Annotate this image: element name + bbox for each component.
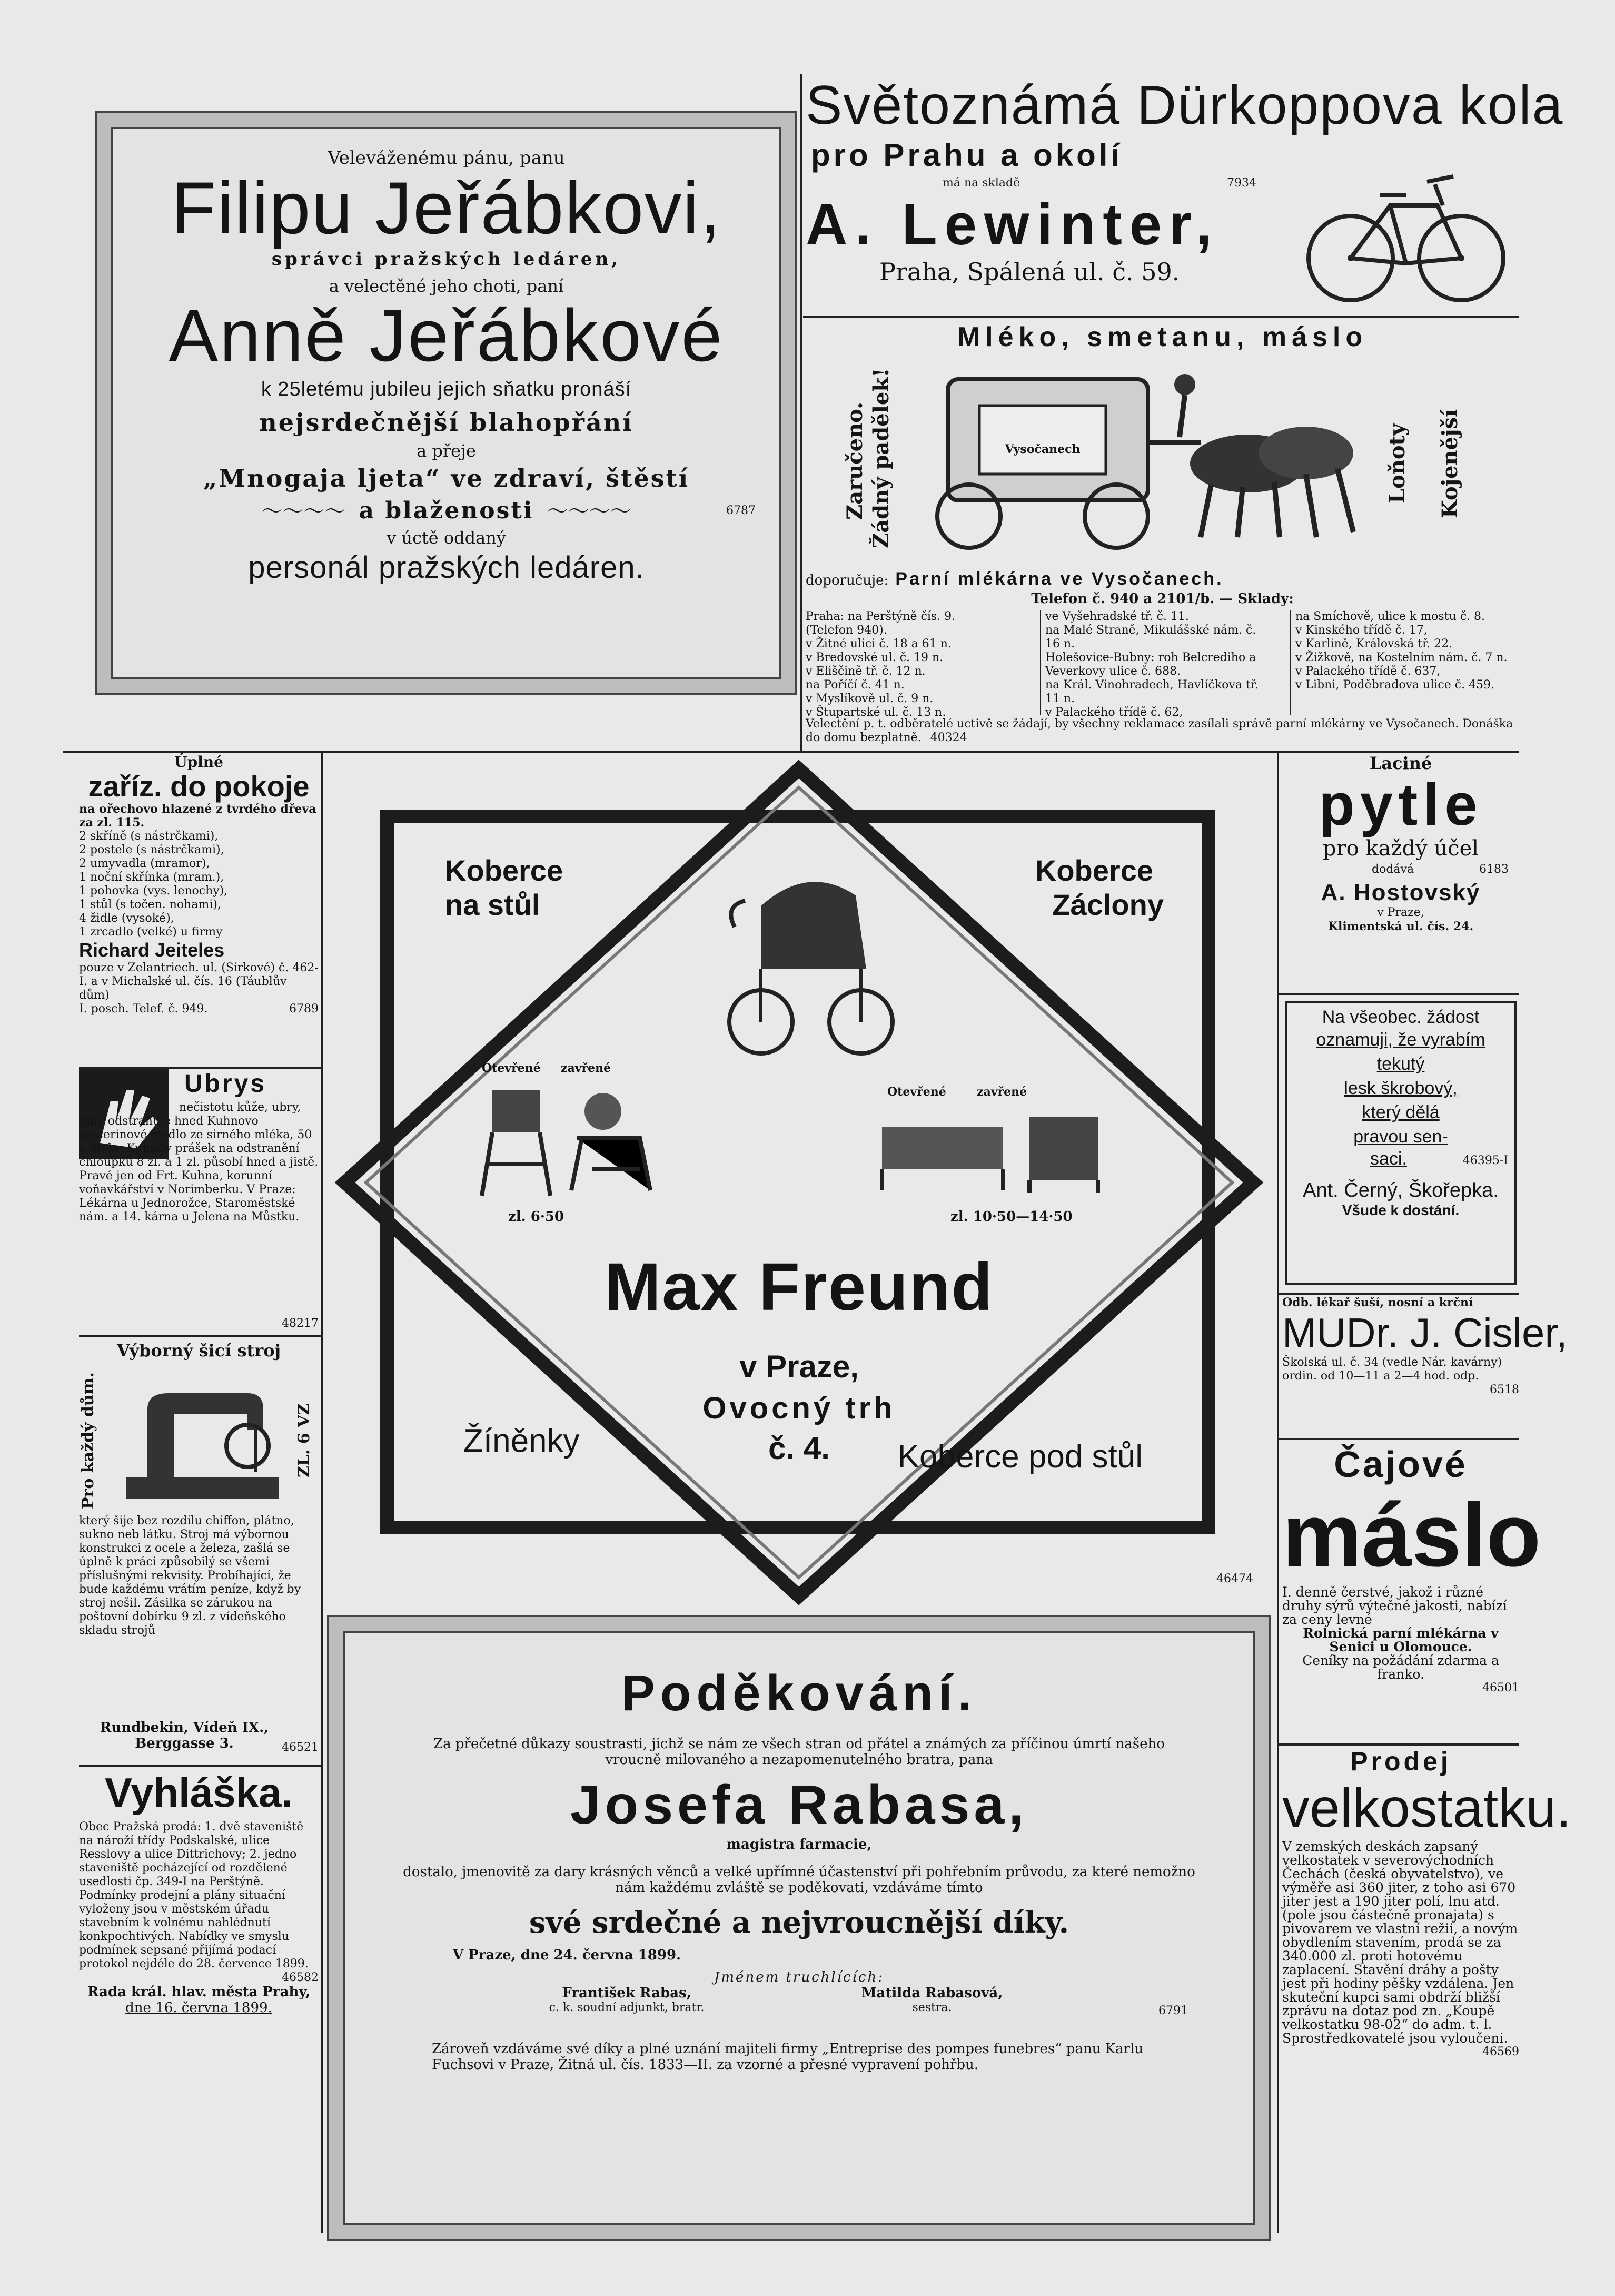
furniture-line: 2 skříně (s nástrčkami), — [79, 830, 219, 843]
freund-r-open: Otevřené — [887, 1085, 946, 1099]
maslo-tail: Ceníky na požádání zdarma a franko. — [1302, 1653, 1499, 1682]
title-spravci: správci pražských ledáren, — [271, 249, 621, 270]
milk-branch: v Štupartské ul. č. 13 n. — [806, 706, 946, 719]
thanks-m2: Matilda Rabasová, — [861, 1985, 1003, 2001]
furniture-tail: I. posch. Telef. č. 949. — [79, 1002, 208, 1016]
freund-number: 46474 — [1216, 1572, 1253, 1585]
milk-col1 — [806, 610, 1037, 720]
divider-left-1 — [79, 1067, 321, 1069]
cisler-top: Odb. lékař šuší, nosní a krční — [1282, 1296, 1473, 1309]
freund-tl-2: na stůl — [445, 888, 540, 921]
greeting-line: Veleváženému pánu, panu — [328, 147, 565, 169]
vyhlaska-number: 46582 — [282, 1971, 319, 1984]
cisler-name: MUDr. J. Cisler, — [1282, 1309, 1568, 1356]
furniture-title: zaříz. do pokoje — [88, 770, 310, 803]
divider-right-4 — [1279, 1743, 1519, 1746]
furniture-line: 1 pohovka (vys. lenochy), — [79, 884, 228, 898]
milk-right2: Kojenější — [1438, 409, 1462, 518]
maslo-firm: Rolnická parní mlékárna v Senici u Olomouce. — [1303, 1625, 1499, 1654]
cerny-line: pravou sen- — [1353, 1127, 1448, 1147]
freund-r-closed: zavřené — [977, 1085, 1027, 1099]
divider-left-2 — [79, 1335, 321, 1337]
milk-branch: v Myslíkově ul. č. 9 n. — [806, 692, 934, 705]
ad-vyhlaska — [79, 1770, 319, 2223]
sewing-vert-right: ZL. 6 VZ — [295, 1403, 313, 1478]
divider-top-horizontal — [63, 751, 1519, 753]
ad-milk — [806, 321, 1519, 748]
cerny-number: 46395-I — [1462, 1154, 1508, 1167]
furniture-firm: Richard Jeiteles — [79, 939, 225, 961]
milk-branch: na Smíchově, ulice k mostu č. 8. — [1295, 610, 1485, 623]
milk-number: 40324 — [930, 731, 967, 744]
line-preje: a přeje — [417, 441, 476, 461]
ad-cerny — [1285, 1001, 1517, 1285]
cisler-body: Školská ul. č. 34 (vedle Nár. kavárny) ordin. od 10—11 a 2—4 hod. odp. — [1282, 1356, 1502, 1383]
freund-city: v Praze, — [739, 1349, 859, 1384]
milk-wagon-illustration — [906, 363, 1374, 558]
milk-footer — [806, 717, 1519, 745]
ad-number: 6787 — [726, 504, 756, 517]
ad-cisler — [1282, 1296, 1568, 1435]
durkopp-lewinter: A. Lewinter, — [806, 192, 1220, 257]
line-mnogaja: „Mnogaja ljeta“ ve zdraví, štěstí — [203, 464, 690, 492]
ad-jerabek — [132, 137, 761, 674]
milk-branch: na Král. Vinohradech, Havlíčkova tř. 11 n. — [1045, 678, 1259, 705]
ad-statek — [1282, 1746, 1572, 2220]
freund-br: Koberce pod stůl — [897, 1438, 1143, 1475]
cerny-line: který dělá — [1362, 1102, 1440, 1122]
furniture-line: 2 umyvadla (mramor), — [79, 857, 210, 870]
ubrus-title: Ubrys — [184, 1070, 267, 1098]
cisler-number: 6518 — [1490, 1383, 1519, 1396]
freund-price-left: zl. 6·50 — [508, 1209, 564, 1225]
line-blazenosti: a blaženosti — [359, 497, 534, 524]
statek-body: V zemských deskách zapsaný velkostatek v severovýchodních Čechách (česká obyvatelstvo), ve výměře asi 360 jiter, z toho asi 670 jiter jest a 190 jiter polí, lnu atd. (pole jsou částečně pronajata) s pivovarem ve vlastní režii, a novým obydlením stavením, prodá se za 340.000 zl. proti hotovému zaplacení. Stavění dráhy a pošty jest při hodiny pěšky vzdálena. Jen skuteční kupci sami obdrží bližší zprávu na dotaz pod zn. „Koupě velkostatku 98-02“ do adm. t. l. Sprostředkovatelé jsou vyloučeni. — [1282, 1839, 1518, 2046]
pytle-city: v Praze, — [1377, 906, 1424, 919]
milk-col-divider — [1290, 610, 1291, 715]
pytle-addr: Klimentská ul. čís. 24. — [1327, 920, 1474, 933]
freund-nr: č. 4. — [768, 1431, 830, 1466]
thanks-mourners: Jménem truchlících: — [714, 1969, 885, 1985]
beds-illustration — [877, 1106, 1108, 1196]
freund-tr-1: Koberce — [1035, 854, 1153, 887]
line-ucte: v úctě oddaný — [387, 528, 506, 548]
divider-right-2 — [1279, 1293, 1519, 1295]
furniture-line: 1 noční skřínka (mram.), — [79, 871, 224, 884]
thanks-m1b: c. k. soudní adjunkt, bratr. — [549, 2001, 705, 2014]
sewing-body: který šije bez rozdílu chiffon, plátno, sukno neb látku. Stroj má výbornou konstrukci z ocele a železa, zašlá se úplně k práci způsobilý se všemi příslušnými rekvisity. Probíhající, že bude každému vrátím peníze, když by stroj nešil. Zásilka se zárukou na poštovní dobírku 9 zl. z vídeňského skladu strojů — [79, 1514, 301, 1637]
thanks-thanks: své srdečné a nejvroucnější díky. — [529, 1905, 1069, 1940]
sewing-number: 46521 — [282, 1741, 319, 1754]
milk-footer-text: Velectění p. t. odběratelé uctivě se žádají, by všechny reklamace zasílali správě parní mlékárny ve Vysočanech. Donáška do domu bezplatně. — [806, 717, 1513, 744]
cerny-line: oznamuji, že vyrabím tekutý — [1316, 1030, 1485, 1074]
bicycle-illustration — [1301, 153, 1511, 311]
furniture-tail: pouze v Zelantriech. ul. (Sirkové) č. 462-I. a v Michalské ul. čís. 16 (Táublův dům) — [79, 961, 319, 1002]
divider-right-3 — [1279, 1438, 1519, 1440]
ad-freund — [329, 758, 1269, 1607]
pytle-top: Laciné — [1369, 753, 1432, 773]
freund-l-open: Otevřené — [482, 1061, 541, 1075]
thanks-intro: Za přečetné důkazy soustrasti, jichž se nám ze všech stran od přátel a známých za příčinou úmrtí našeho vroucně milovaného a nezapomenutelného bratra, pana — [433, 1736, 1165, 1768]
name-filip: Filipu Jeřábkovi, — [171, 166, 722, 249]
cerny-tail: Všude k dostání. — [1342, 1202, 1460, 1218]
milk-branch: na Malé Straně, Mikulášské nám. č. 16 n. — [1045, 624, 1256, 651]
thanks-footer: Zároveň vzdáváme své díky a plné uznání majiteli firmy „Entreprise des pompes funebres“ panu Karlu Fuchsovi v Praze, Žitná ul. čís. 1833—II. za vzorné a přesné vypravení pohřbu. — [432, 2041, 1144, 2073]
milk-branch: v Palackého třídě č. 637, — [1295, 665, 1441, 678]
milk-zadny: Žádný padělek! — [869, 368, 894, 549]
pram-illustration — [714, 864, 914, 1064]
durkopp-number: 7934 — [1227, 176, 1256, 190]
ubrus-body: nečistotu kůže, ubry, pihy odstraňuje hned Kuhnovo glycerinové mýdlo ze sirného mléka, 50 a 80 kr. Kuhnův prášek na odstranění chloupků 8 zl. a 1 zl. působí hned a jistě. Pravé jen od Frt. Kuhna, korunní voňavkářství v Norimberku. V Praze: Lékárna u Jednorožce, Staroměstské nám. a 14. kárna u Jelena na Můstku. — [79, 1101, 319, 1224]
freund-name: Max Freund — [605, 1249, 994, 1325]
maslo-body: I. denně čerstvé, jakož i různé druhy sýrů výtečné jakosti, nabízí za ceny levné — [1282, 1584, 1507, 1627]
thanks-body: dostalo, jmenovitě za dary krásných věnců a velké upřímné účastenství při pohřebním průvodu, za které nemožno nám každému zvláště se poděkovati, vzdáváme tímto — [403, 1864, 1195, 1896]
milk-branch: v Palackého třídě č. 62, — [1045, 706, 1183, 719]
milk-col-divider — [1040, 610, 1041, 715]
durkopp-prahu: pro Prahu a okolí — [811, 137, 1123, 173]
milk-zaruceno: Zaručeno. — [843, 401, 867, 520]
pytle-number: 6183 — [1479, 863, 1509, 876]
maslo-t2: máslo — [1282, 1485, 1541, 1585]
furniture-line: 2 postele (s nástrčkami), — [79, 843, 224, 856]
milk-branch: v Bredovské ul. č. 19 n. — [806, 651, 944, 664]
ad-ubrus — [79, 1069, 319, 1333]
flourish-left: 〜〜〜〜 — [261, 499, 346, 524]
freund-l-closed: zavřené — [561, 1061, 611, 1075]
milk-recommend: doporučuje: — [806, 573, 889, 588]
milk-branch: Praha: na Perštýně čís. 9. — [806, 610, 956, 623]
vyhlaska-title: Vyhláška. — [104, 1769, 293, 1816]
durkopp-title: Světoznámá Dürkoppova kola — [806, 75, 1564, 136]
sewing-firm: Rundbekin, Vídeň IX., Berggasse 3. — [100, 1720, 269, 1751]
milk-branch: v Žitné ulici č. 18 a 61 n. — [806, 637, 952, 651]
pytle-title: pytle — [1319, 772, 1483, 837]
divider-right-1 — [1279, 993, 1519, 995]
milk-branch: v Karlině, Královská tř. 22. — [1295, 637, 1453, 651]
vyhlaska-date: dne 16. června 1899. — [125, 2000, 272, 2016]
milk-branch: v Eliščině tř. č. 12 n. — [806, 665, 926, 678]
milk-branch: na Poříčí č. 41 n. — [806, 678, 905, 692]
pytle-line1: pro každý účel — [1322, 836, 1479, 861]
pytle-name: A. Hostovský — [1321, 880, 1481, 905]
sewing-machine-illustration — [116, 1372, 290, 1509]
line-jubilee: k 25letému jubileu jejich sňatku pronáší — [261, 378, 632, 400]
milk-col2 — [1045, 610, 1272, 720]
cerny-line: lesk škrobový, — [1344, 1078, 1458, 1098]
divider-left-3 — [79, 1765, 321, 1767]
vyhlaska-sign: Rada král. hlav. města Prahy, — [87, 1984, 311, 2000]
milk-branch: (Telefon 940). — [806, 624, 887, 637]
statek-t2: velkostatku. — [1282, 1778, 1572, 1839]
thanks-title: Poděkování. — [621, 1665, 977, 1721]
furniture-line: 1 zrcadlo (velké) u firmy — [79, 925, 223, 939]
furniture-line: 4 židle (vysoké), — [79, 912, 174, 925]
maslo-t1: Čajové — [1334, 1444, 1468, 1485]
divider-top-right-1 — [803, 316, 1519, 318]
ad-maslo — [1282, 1443, 1541, 1743]
milk-firm: Parní mlékárna ve Vysočanech. — [895, 569, 1224, 589]
thanks-date: V Praze, dne 24. června 1899. — [453, 1947, 681, 1963]
thanks-m1: František Rabas, — [562, 1985, 691, 2001]
furniture-number: 6789 — [289, 1002, 319, 1016]
chairs-illustration — [471, 1080, 661, 1201]
milk-branch: v Žižkově, na Kostelním nám. č. 7 n. — [1295, 651, 1508, 664]
cerny-line: Na všeobec. žádost — [1322, 1007, 1480, 1027]
divider-right-column — [1277, 753, 1279, 2233]
statek-t1: Prodej — [1350, 1747, 1451, 1776]
milk-branch: v Libni, Poděbradova ulice č. 459. — [1295, 678, 1495, 692]
freund-tl-1: Koberce — [445, 854, 563, 887]
durkopp-address: Praha, Spálená ul. č. 59. — [879, 258, 1180, 286]
sewing-title: Výborný šicí stroj — [116, 1341, 281, 1361]
ad-durkopp — [806, 74, 1564, 313]
vyhlaska-body: Obec Pražská prodá: 1. dvě staveniště na nároží třídy Podskalské, ulice Resslovy a ulice Dittrichovy; 2. jedno staveniště pocházející od rozdělené usedlosti čp. 349-I na Perštýně. Podmínky prodejní a plány situační vyloženy jsou v městském úřadu stavebním k volnému nahlédnutí konkpochtivých. Nabídky ve smyslu podmínek sepsané přijímá podací protokol nejdéle do 28. července 1899. — [79, 1820, 309, 1970]
cerny-name: Ant. Černý, Škořepka. — [1303, 1179, 1499, 1201]
divider-top-vertical — [800, 74, 802, 753]
freund-tr-2: Záclony — [1052, 888, 1164, 921]
freund-price-right: zl. 10·50—14·50 — [950, 1209, 1073, 1225]
milk-branch: ve Vyšehradské tř. č. 11. — [1045, 610, 1189, 623]
furniture-top: Úplné — [174, 753, 223, 771]
ad-furniture — [79, 753, 319, 1064]
cerny-line: saci. — [1370, 1149, 1407, 1169]
sewing-vert-left: Pro každý dům. — [79, 1372, 97, 1509]
maslo-number: 46501 — [1482, 1681, 1519, 1694]
freund-street: Ovocný trh — [702, 1391, 896, 1425]
durkopp-sklad: má na skladě — [943, 176, 1020, 190]
ad-sewing — [79, 1341, 319, 1762]
thanks-title2: magistra farmacie, — [726, 1837, 872, 1852]
milk-branch: v Kinského třídě č. 17, — [1295, 624, 1428, 637]
line-velectene: a velectěné jeho choti, paní — [329, 276, 564, 296]
ad-pytle — [1282, 753, 1519, 964]
name-anna: Anně Jeřábkové — [169, 294, 724, 377]
milk-right1: Loňoty — [1385, 423, 1410, 504]
milk-col3 — [1295, 610, 1519, 692]
ubrus-number: 48217 — [282, 1317, 319, 1330]
flourish-right: 〜〜〜〜 — [547, 499, 631, 524]
freund-bl: Žíněnky — [463, 1423, 580, 1459]
furniture-line: na ořechovo hlazené z tvrdého dřeva za zl. 115. — [79, 802, 316, 830]
ad-thanks — [369, 1649, 1230, 2218]
milk-title: Mléko, smetanu, máslo — [957, 322, 1368, 352]
statek-number: 46569 — [1482, 2045, 1519, 2058]
milk-phone: Telefon č. 940 a 2101/b. — Sklady: — [1031, 591, 1294, 607]
milk-wagon-label: Vysočanech — [1005, 442, 1081, 456]
thanks-m2b: sestra. — [912, 2001, 952, 2014]
pytle-line2: dodává — [1372, 863, 1414, 876]
furniture-line: 1 stůl (s točen. nohami), — [79, 898, 221, 911]
divider-left-column — [321, 753, 323, 2233]
milk-branch: Holešovice-Bubny: roh Belcrediho a Veverkovy ulice č. 688. — [1045, 651, 1256, 678]
thanks-name: Josefa Rabasa, — [570, 1775, 1028, 1836]
line-personal: personál pražských ledáren. — [248, 550, 645, 585]
line-blahoprani: nejsrdečnější blahopřání — [259, 408, 633, 437]
thanks-number: 6791 — [1158, 2004, 1188, 2017]
